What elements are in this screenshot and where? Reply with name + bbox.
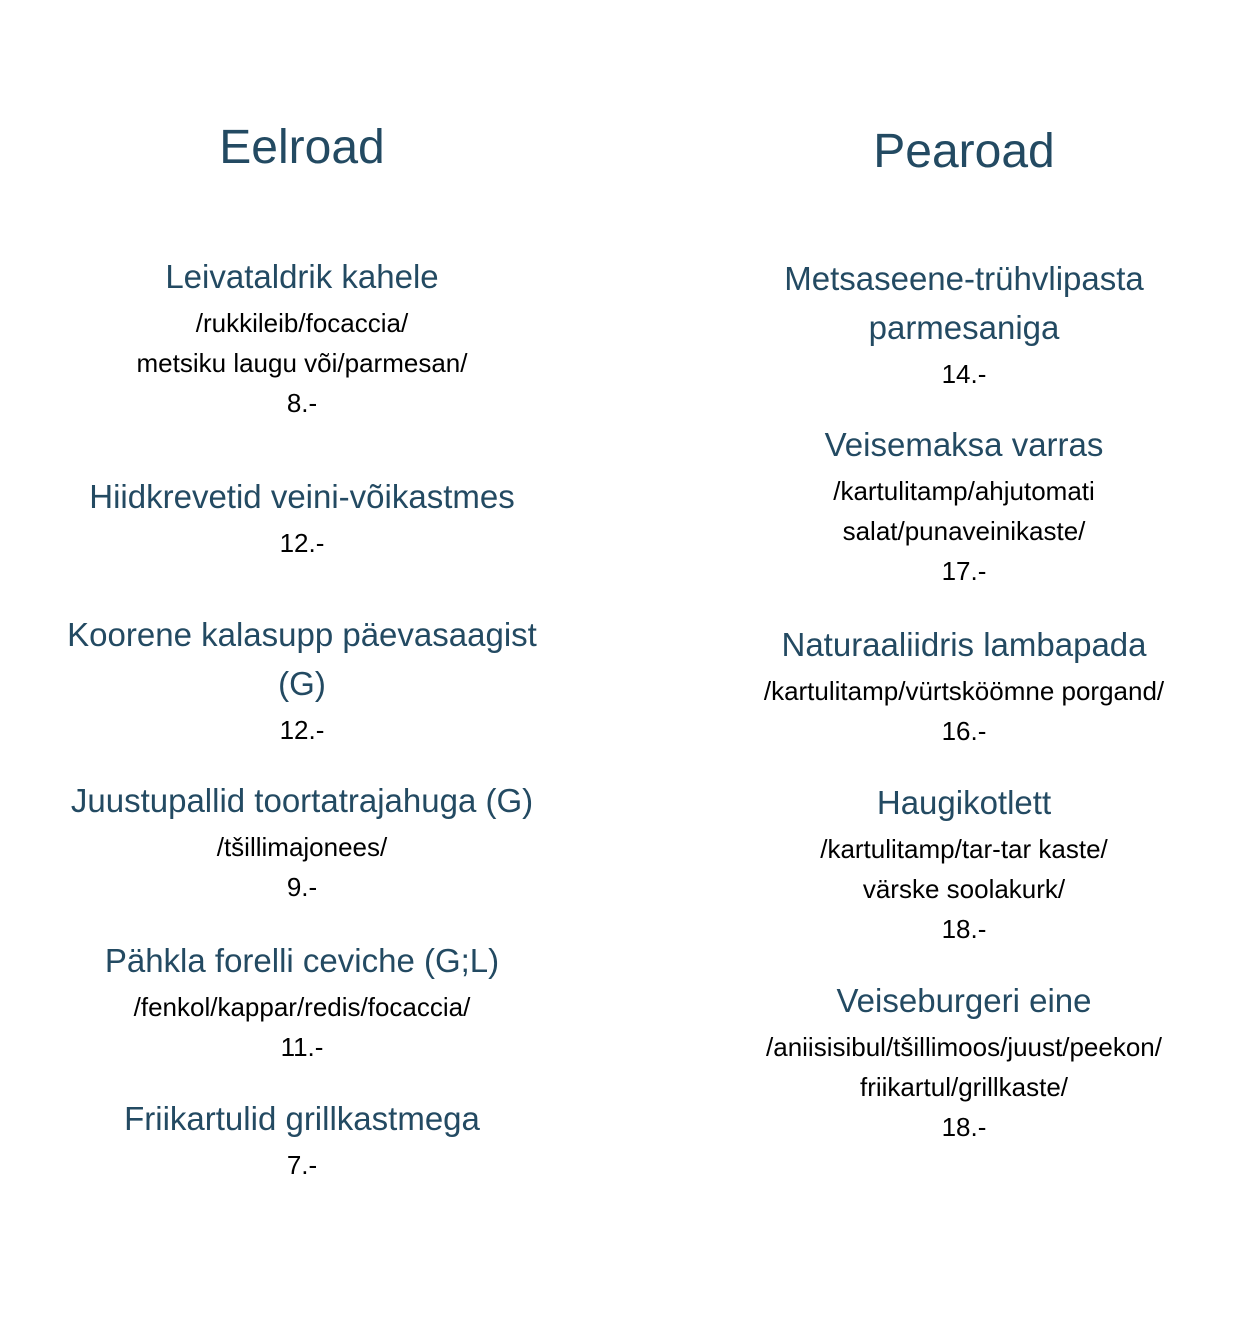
dish-price: 8.- [286, 388, 318, 418]
dish-name: Naturaaliidris lambapada [781, 626, 1147, 663]
menu-item [684, 620, 1244, 751]
dish-description: salat/punaveinikaste/ [842, 516, 1086, 546]
menu-item [22, 1094, 582, 1185]
dish-price: 18.- [941, 914, 987, 944]
dish-description: /aniisisibul/tšillimoos/juust/peekon/ [766, 1032, 1162, 1062]
dish-price: 9.- [286, 872, 318, 902]
dish-price: 12.- [279, 715, 325, 745]
dish-price: 16.- [941, 716, 987, 746]
dish-description: /kartulitamp/ahjutomati [833, 476, 1095, 506]
appetizers-heading: Eelroad [219, 121, 385, 174]
dish-price: 7.- [286, 1150, 318, 1180]
menu-item [22, 472, 582, 563]
dish-description: värske soolakurk/ [862, 874, 1066, 904]
dish-name: Koorene kalasupp päevasaagist [67, 616, 537, 653]
dish-description: /tšillimajonees/ [216, 832, 388, 862]
dish-description: friikartul/grillkaste/ [859, 1072, 1069, 1102]
dish-price: 11.- [280, 1032, 324, 1062]
dish-price: 14.- [941, 359, 987, 389]
menu-item [684, 420, 1244, 591]
dish-price: 17.- [941, 556, 987, 586]
menu-item [684, 254, 1244, 394]
dish-name: Leivataldrik kahele [165, 258, 439, 295]
menu-item [22, 776, 582, 907]
menu-item [22, 936, 582, 1067]
menu-item [22, 610, 582, 750]
dish-price: 18.- [941, 1112, 987, 1142]
dish-description: /kartulitamp/tar-tar kaste/ [820, 834, 1108, 864]
mains-heading: Pearoad [873, 125, 1055, 178]
dish-description: /kartulitamp/vürtsköömne porgand/ [763, 676, 1165, 706]
dish-name: Hiidkrevetid veini-võikastmes [89, 478, 515, 515]
dish-name: parmesaniga [868, 309, 1060, 346]
dish-name: Veiseburgeri eine [836, 982, 1092, 1019]
dish-name: Juustupallid toortatrajahuga (G) [70, 782, 534, 819]
dish-description: /fenkol/kappar/redis/focaccia/ [133, 992, 471, 1022]
dish-name: Metsaseene-trühvlipasta [784, 260, 1144, 297]
menu-item [22, 252, 582, 423]
dish-name: (G) [278, 665, 326, 702]
dish-name: Pähkla forelli ceviche (G;L) [104, 942, 500, 979]
menu-item [684, 976, 1244, 1147]
dish-description: metsiku laugu või/parmesan/ [136, 348, 468, 378]
dish-price: 12.- [279, 528, 325, 558]
menu-item [684, 778, 1244, 949]
dish-description: /rukkileib/focaccia/ [195, 308, 409, 338]
dish-name: Veisemaksa varras [824, 426, 1104, 463]
dish-name: Friikartulid grillkastmega [124, 1100, 480, 1137]
dish-name: Haugikotlett [876, 784, 1052, 821]
